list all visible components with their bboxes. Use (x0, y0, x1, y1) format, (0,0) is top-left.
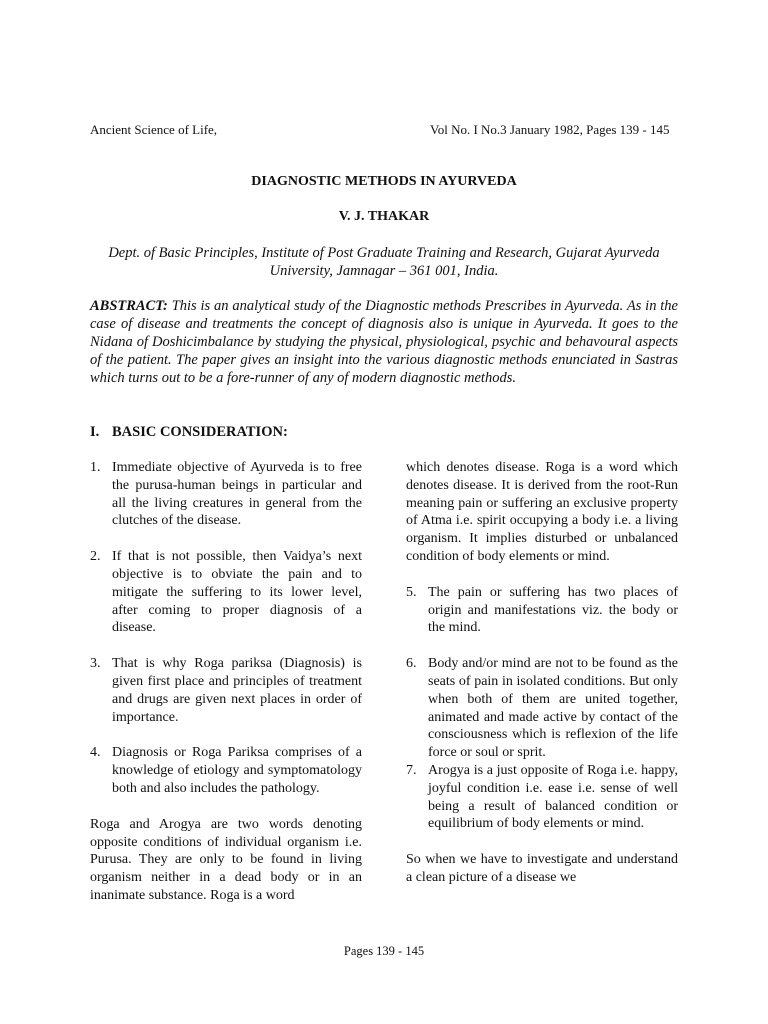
abstract (90, 297, 678, 387)
continuation-paragraph: which denotes disease. Roga is a word which denotes disease. It is derived from the root-Run meaning pain or suffering an exclusive property of Atma i.e. spirit occupying a body i.e. a living organism. It implies disturbed or unbalanced condition of body elements or mind. (406, 460, 678, 564)
list-item-number: 5. (406, 584, 417, 600)
right-column (406, 459, 678, 887)
list-item (90, 548, 362, 637)
list-item-number: 1. (90, 460, 101, 475)
list-item-text: The pain or suffering has two places of origin and manifestations viz. the body or the mind. (428, 584, 678, 636)
section-number: I. (90, 424, 100, 440)
list-item (90, 744, 362, 797)
section-heading (90, 424, 288, 441)
list-item (406, 584, 678, 637)
abstract-label: ABSTRACT: (90, 298, 168, 314)
left-column (90, 459, 362, 905)
list-item-text: Arogya is a just opposite of Roga i.e. happy, joyful condition i.e. ease i.e. sense of well being a result of balanced condition or equilibrium of body elements or mind. (428, 762, 678, 832)
body-paragraph: So when we have to investigate and understand a clean picture of a disease we (406, 852, 678, 885)
body-paragraph: Roga and Arogya are two words denoting opposite conditions of individual organism i.e. Purusa. They are only to be found in living organism neither in a dead body or in an inanimate substance. Roga is a word (90, 816, 362, 903)
section-title: BASIC CONSIDERATION: (112, 424, 288, 440)
list-item (90, 655, 362, 726)
affiliation: Dept. of Basic Principles, Institute of Post Graduate Training and Research, Gujarat Ayurveda University, Jamnagar – 361 001, India. (108, 245, 660, 279)
paper-title: DIAGNOSTIC METHODS IN AYURVEDA (251, 174, 517, 189)
list-item-text: That is why Roga pariksa (Diagnosis) is given first place and principles of treatment and drugs are given next places in order of importance. (112, 656, 362, 725)
journal-name: Ancient Science of Life, (90, 122, 218, 137)
page-footer: Pages 139 - 145 (343, 944, 425, 958)
abstract-text: This is an analytical study of the Diagnostic methods Prescribes in Ayurveda. As in the case of disease and treatments the concept of diagnosis also is unique in Ayurveda. It goes to the Nidana of Doshicimbalance by studying the physical, physiological, psychic and behavoural aspects of the patient. The paper gives an insight into the various diagnostic methods enunciated in Sastras which turns out to be a fore-runner of any of modern diagnostic methods. (90, 298, 678, 386)
list-item-number: 2. (90, 549, 101, 565)
list-item-number: 7. (406, 762, 417, 778)
list-item-text: Diagnosis or Roga Pariksa comprises of a knowledge of etiology and symptomatology both and also includes the pathology. (112, 745, 362, 796)
list-item-text: Body and/or mind are not to be found as the seats of pain in isolated conditions. But only when both of them are united together, animated and made active by contact of the consciousness which is reflexion of the life force or soul or sprit. (428, 656, 678, 761)
author-name: V. J. THAKAR (338, 209, 430, 224)
list-item (406, 655, 678, 762)
list-item-number: 6. (406, 656, 417, 672)
list-item-text: Immediate objective of Ayurveda is to free the purusa-human beings in particular and all the living creatures in general from the clutches of the disease. (112, 460, 362, 529)
issue-info: Vol No. I No.3 January 1982, Pages 139 - 145 (430, 122, 670, 137)
list-item (406, 762, 678, 833)
list-item-number: 4. (90, 745, 101, 761)
list-item (90, 459, 362, 530)
list-item-number: 3. (90, 656, 101, 672)
list-item-text: If that is not possible, then Vaidya’s next objective is to obviate the pain and to mitigate the suffering to its lower level, after coming to proper diagnosis of a disease. (112, 549, 362, 636)
